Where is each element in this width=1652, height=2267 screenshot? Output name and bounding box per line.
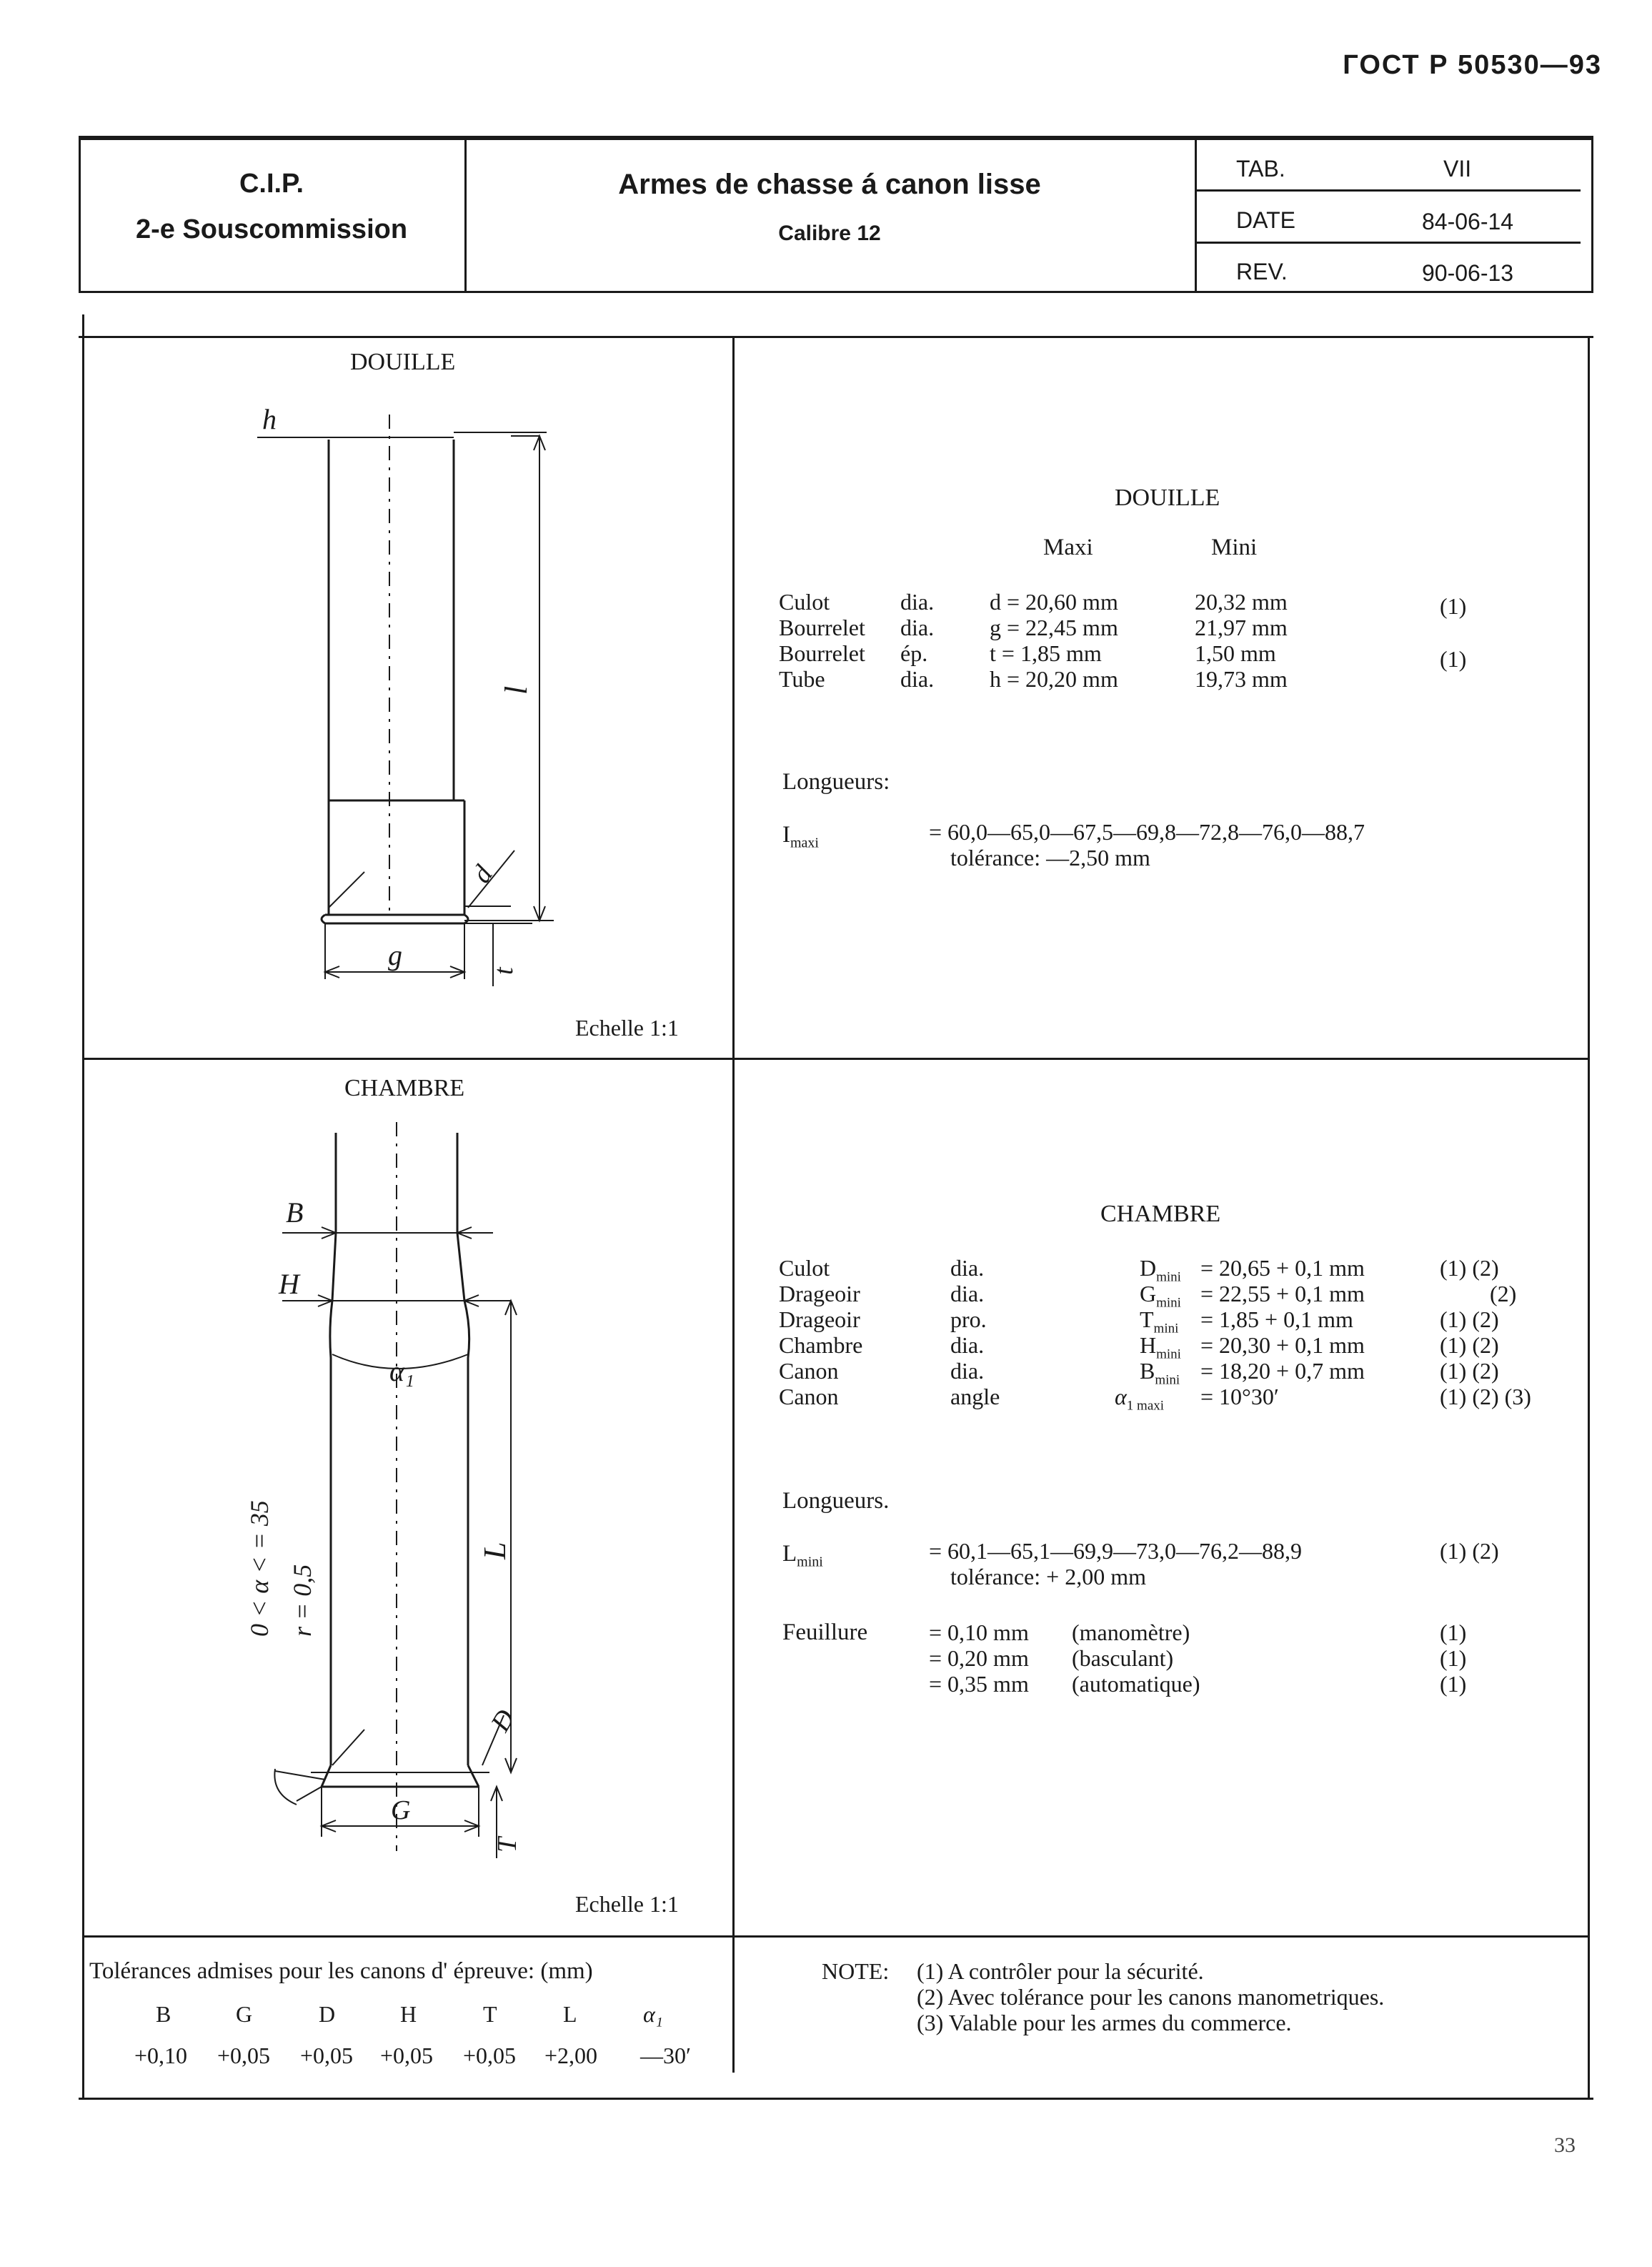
douille-row-maxi: d = 20,60 mm xyxy=(990,589,1118,615)
chambre-drawing xyxy=(82,1115,732,1908)
chambre-row-sub: mini xyxy=(1156,1295,1181,1311)
chambre-row-sub: mini xyxy=(1156,1346,1181,1362)
douille-row-maxi: h = 20,20 mm xyxy=(990,666,1118,692)
note-item: (2) Avec tolérance pour les canons manometriques. xyxy=(917,1984,1385,2010)
doc-title: Armes de chasse á canon lisse xyxy=(618,169,1041,200)
chambre-row-notes: (1) (2) xyxy=(1440,1332,1499,1358)
feuillure-desc: (manomètre) xyxy=(1072,1619,1190,1645)
douille-row-name: Culot xyxy=(779,589,830,615)
rev-value: 90-06-13 xyxy=(1422,260,1514,286)
note-item: (1) A contrôler pour la sécurité. xyxy=(917,1958,1204,1984)
label-D: D xyxy=(485,1705,522,1737)
chambre-row-sub: 1 maxi xyxy=(1126,1398,1165,1414)
chambre-row-type: dia. xyxy=(950,1255,985,1281)
tolerance-value: +0,05 xyxy=(380,2043,434,2068)
chambre-row-sub: mini xyxy=(1153,1321,1179,1336)
feuillure-desc: (basculant) xyxy=(1072,1645,1174,1671)
douille-row-mini: 19,73 mm xyxy=(1195,666,1288,692)
chambre-scale: Echelle 1:1 xyxy=(575,1891,679,1917)
douille-row-mini: 1,50 mm xyxy=(1195,640,1276,666)
douille-row-name: Bourrelet xyxy=(779,615,865,640)
main-bottom-border xyxy=(79,2098,1593,2100)
douille-col-mini: Mini xyxy=(1211,535,1258,560)
chambre-row-value: = 1,85 + 0,1 mm xyxy=(1200,1306,1353,1332)
douille-row-type: dia. xyxy=(900,589,935,615)
douille-col-maxi: Maxi xyxy=(1043,535,1093,560)
chambre-row-sym: D xyxy=(1140,1255,1157,1281)
notes-label: NOTE: xyxy=(822,1958,890,1984)
chambre-row-type: dia. xyxy=(950,1358,985,1384)
title-row-line-2 xyxy=(1195,242,1581,244)
section-divider xyxy=(82,1058,1590,1060)
feuillure-label: Feuillure xyxy=(782,1619,868,1645)
chambre-row-notes: (2) xyxy=(1490,1281,1517,1306)
chambre-row-notes: (1) (2) xyxy=(1440,1306,1499,1332)
douille-spec-title: DOUILLE xyxy=(1115,485,1220,511)
douille-row-name: Bourrelet xyxy=(779,640,865,666)
feuillure-note: (1) xyxy=(1440,1645,1467,1671)
main-center-divider xyxy=(732,336,735,2073)
douille-drawing-title: DOUILLE xyxy=(350,349,456,375)
label-T: T xyxy=(492,1837,522,1852)
douille-lmaxi-tolerance: tolérance: —2,50 mm xyxy=(950,845,1150,870)
label-B: B xyxy=(286,1196,304,1229)
lmaxi-sub: maxi xyxy=(790,835,819,851)
page-number: 33 xyxy=(1554,2133,1576,2157)
douille-row-mini: 21,97 mm xyxy=(1195,615,1288,640)
label-l: l xyxy=(499,685,534,695)
chambre-drawing-title: CHAMBRE xyxy=(344,1075,465,1101)
chambre-lmini-notes: (1) (2) xyxy=(1440,1538,1499,1564)
chambre-row-sym: G xyxy=(1140,1281,1157,1306)
label-angle-note-2: r = 0,5 xyxy=(288,1564,317,1637)
chambre-row-notes: (1) (2) xyxy=(1440,1358,1499,1384)
bottom-section-divider xyxy=(82,1935,1590,1938)
chambre-row-name: Canon xyxy=(779,1384,839,1409)
tolerance-header: D xyxy=(319,2001,336,2027)
chambre-row-name: Drageoir xyxy=(779,1281,860,1306)
standard-header: ГОСТ Р 50530—93 xyxy=(1343,50,1602,80)
douille-drawing xyxy=(82,386,732,1015)
chambre-row-sym: T xyxy=(1140,1306,1154,1332)
subcommission: 2-e Souscommission xyxy=(135,214,408,244)
tolerance-header: H xyxy=(400,2001,417,2027)
chambre-row-name: Culot xyxy=(779,1255,830,1281)
chambre-row-name: Drageoir xyxy=(779,1306,860,1332)
feuillure-value: = 0,10 mm xyxy=(929,1619,1029,1645)
chambre-lmini-tolerance: tolérance: + 2,00 mm xyxy=(950,1564,1146,1589)
chambre-row-sym: α xyxy=(1115,1384,1127,1409)
org-name: C.I.P. xyxy=(239,169,304,199)
rev-label: REV. xyxy=(1236,259,1288,284)
note-item: (3) Valable pour les armes du commerce. xyxy=(917,2010,1292,2035)
label-H: H xyxy=(279,1268,299,1300)
tolerance-value: —30′ xyxy=(640,2043,691,2068)
chambre-row-sub: mini xyxy=(1156,1269,1181,1285)
feuillure-note: (1) xyxy=(1440,1671,1467,1697)
chambre-row-type: angle xyxy=(950,1384,1000,1409)
tolerance-value: +0,05 xyxy=(300,2043,354,2068)
tolerance-header: T xyxy=(483,2001,497,2027)
chambre-row-value: = 20,30 + 0,1 mm xyxy=(1200,1332,1365,1358)
douille-row-maxi: g = 22,45 mm xyxy=(990,615,1118,640)
feuillure-note: (1) xyxy=(1440,1619,1467,1645)
label-g: g xyxy=(388,939,402,971)
lmini-symbol: L xyxy=(782,1541,797,1567)
chambre-row-name: Chambre xyxy=(779,1332,863,1358)
douille-row-maxi: t = 1,85 mm xyxy=(990,640,1102,666)
chambre-row-name: Canon xyxy=(779,1358,839,1384)
label-G: G xyxy=(391,1795,411,1825)
label-t: t xyxy=(489,967,519,975)
tab-label: TAB. xyxy=(1236,156,1285,182)
label-L: L xyxy=(477,1542,512,1559)
douille-row-note: (1) xyxy=(1440,593,1467,619)
douille-lmaxi-label xyxy=(782,822,819,852)
title-row-line-1 xyxy=(1195,189,1581,192)
label-d: d xyxy=(466,860,499,889)
chambre-row-type: dia. xyxy=(950,1332,985,1358)
douille-row-name: Tube xyxy=(779,666,825,692)
tolerance-header: α₁ xyxy=(643,2001,663,2027)
douille-row-type: ép. xyxy=(900,640,928,666)
chambre-row-type: pro. xyxy=(950,1306,987,1332)
douille-lmaxi-values: = 60,0—65,0—67,5—69,8—72,8—76,0—88,7 xyxy=(929,819,1365,845)
chambre-row-sym: B xyxy=(1140,1358,1155,1384)
tolerance-header: L xyxy=(563,2001,577,2027)
tolerances-title: Tolérances admises pour les canons d' épreuve: (mm) xyxy=(89,1958,593,1984)
chambre-lmini-values: = 60,1—65,1—69,9—73,0—76,2—88,9 xyxy=(929,1538,1303,1564)
chambre-row-notes: (1) (2) (3) xyxy=(1440,1384,1531,1409)
feuillure-value: = 0,35 mm xyxy=(929,1671,1029,1697)
label-angle-note-1: 0 < α < = 35 xyxy=(245,1500,274,1637)
label-alpha: α₁ xyxy=(389,1355,414,1387)
main-right-border xyxy=(1588,336,1590,2098)
chambre-row-value: = 22,55 + 0,1 mm xyxy=(1200,1281,1365,1306)
douille-row-note: (1) xyxy=(1440,646,1467,672)
feuillure-value: = 0,20 mm xyxy=(929,1645,1029,1671)
tab-value: VII xyxy=(1443,156,1472,182)
lmini-sub: mini xyxy=(797,1554,823,1570)
chambre-row-value: = 20,65 + 0,1 mm xyxy=(1200,1255,1365,1281)
tolerance-header: B xyxy=(156,2001,171,2027)
douille-scale: Echelle 1:1 xyxy=(575,1015,679,1041)
title-divider-2 xyxy=(1195,136,1197,293)
title-divider-1 xyxy=(464,136,467,293)
tolerance-value: +0,05 xyxy=(463,2043,517,2068)
chambre-lmini-label xyxy=(782,1541,823,1571)
douille-row-mini: 20,32 mm xyxy=(1195,589,1288,615)
tolerance-value: +2,00 xyxy=(544,2043,598,2068)
chambre-longueurs-label: Longueurs. xyxy=(782,1488,890,1514)
tolerance-value: +0,10 xyxy=(134,2043,188,2068)
chambre-spec-title: CHAMBRE xyxy=(1100,1201,1221,1227)
chambre-row-sym: H xyxy=(1140,1332,1157,1358)
tolerance-value: +0,05 xyxy=(217,2043,271,2068)
main-top-border xyxy=(79,336,1593,338)
chambre-row-sub: mini xyxy=(1155,1372,1180,1388)
chambre-row-value: = 18,20 + 0,7 mm xyxy=(1200,1358,1365,1384)
feuillure-desc: (automatique) xyxy=(1072,1671,1200,1697)
douille-row-type: dia. xyxy=(900,666,935,692)
doc-subtitle: Calibre 12 xyxy=(778,222,881,245)
douille-longueurs-label: Longueurs: xyxy=(782,769,890,795)
chambre-row-notes: (1) (2) xyxy=(1440,1255,1499,1281)
date-value: 84-06-14 xyxy=(1422,209,1514,234)
lmaxi-symbol: I xyxy=(782,822,790,848)
chambre-row-symbol xyxy=(1115,1384,1164,1414)
label-h: h xyxy=(262,403,277,435)
chambre-row-value: = 10°30′ xyxy=(1200,1384,1279,1409)
tolerance-header: G xyxy=(236,2001,253,2027)
douille-row-type: dia. xyxy=(900,615,935,640)
chambre-row-type: dia. xyxy=(950,1281,985,1306)
date-label: DATE xyxy=(1236,207,1295,233)
